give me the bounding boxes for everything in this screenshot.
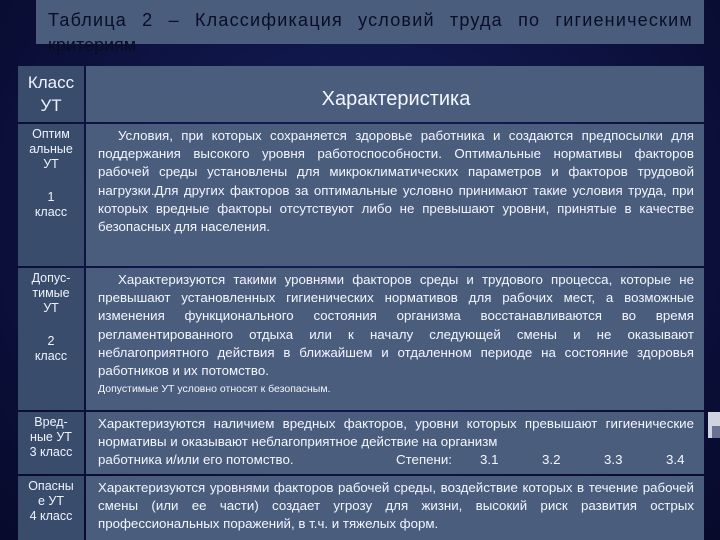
class-line: класс — [34, 205, 68, 219]
slide-title-box — [36, 0, 704, 55]
degree-value: 3.2 — [542, 452, 561, 468]
class-line: тимые — [32, 286, 70, 300]
characteristic-cell-optimal — [86, 124, 704, 266]
characteristic-note: Допустимые УТ условно относят к безопасным. — [98, 383, 331, 396]
degree-value: 3.4 — [666, 452, 685, 468]
last-line-text: работника и/или его потомство. — [98, 452, 294, 468]
slide-title-line2: критериям — [48, 35, 137, 55]
class-line: Опасны — [28, 479, 74, 493]
header-characteristic-cell: Характеристика — [86, 66, 704, 122]
table-row — [18, 124, 704, 266]
class-line: е УТ — [37, 494, 64, 508]
degrees-line — [98, 451, 694, 469]
characteristic-cell-harmful — [86, 412, 704, 474]
class-line: альные — [29, 142, 73, 156]
characteristic-text: Условия, при которых сохраняется здоровье работника и создаются предпосылки для поддержания высокого уровня работоспособности. Оптимальные нормативы факторов рабочей среды установлены для микроклиматических параметров и факторов трудовой нагрузки.Для других факторов за оптимальные условно принимают такие условия труда, при которых вредные факторы отсутствуют либо не превышают уровни, принятые в качестве безопасных для населения. — [98, 128, 694, 235]
characteristic-text: Характеризуются такими уровнями факторов среды и трудового процесса, которые не превышают установленных гигиенических нормативов для рабочих мест, а возможные изменения функционального состояния организма восстанавливаются во время регламентированного отдыха или к началу следующей смены и не оказывают неблагоприятного действия в ближайшем и отдаленном периоде на состояние здоровья работников и их потомство. — [98, 272, 694, 379]
conditions-table — [18, 66, 704, 540]
table-header-row — [18, 66, 704, 122]
table-row — [18, 412, 704, 474]
characteristic-text: Характеризуются наличием вредных факторов, уровни которых превышают гигиенические нормативы и оказывают неблагоприятное действие на организм — [98, 416, 694, 450]
table-row — [18, 476, 704, 540]
degrees-label: Степени: — [396, 452, 452, 468]
class-line: Оптим — [32, 127, 70, 141]
characteristic-cell-permissible — [86, 268, 704, 410]
class-line: класс — [34, 349, 68, 363]
class-line: ные УТ — [30, 430, 72, 444]
edge-mark — [712, 426, 720, 438]
characteristic-text: Характеризуются уровнями факторов рабочей среды, воздействие которых в течение рабочей смены (или ее части) создает угрозу для жизни, высокий риск развития острых профессиональных поражений, в т.ч. и тяжелых форм. — [98, 480, 694, 532]
table-row — [18, 268, 704, 410]
characteristic-cell-dangerous — [86, 476, 704, 540]
class-line: 4 класс — [29, 509, 73, 523]
class-line: Вред- — [34, 415, 68, 429]
header-class-cell: Класс УТ — [18, 66, 84, 122]
class-line: 3 класс — [29, 445, 73, 459]
degree-value: 3.3 — [604, 452, 623, 468]
slide-title-line1: Таблица 2 – Классификация условий труда по гигиеническим — [48, 10, 693, 30]
class-line: 1 — [47, 190, 55, 204]
class-cell-permissible — [18, 268, 84, 410]
class-cell-dangerous — [18, 476, 84, 540]
class-cell-optimal — [18, 124, 84, 266]
degree-value: 3.1 — [480, 452, 499, 468]
class-line: УТ — [43, 157, 59, 171]
class-line: Допус- — [31, 271, 71, 285]
class-line: 2 — [47, 334, 55, 348]
class-line: УТ — [43, 301, 59, 315]
class-cell-harmful — [18, 412, 84, 474]
